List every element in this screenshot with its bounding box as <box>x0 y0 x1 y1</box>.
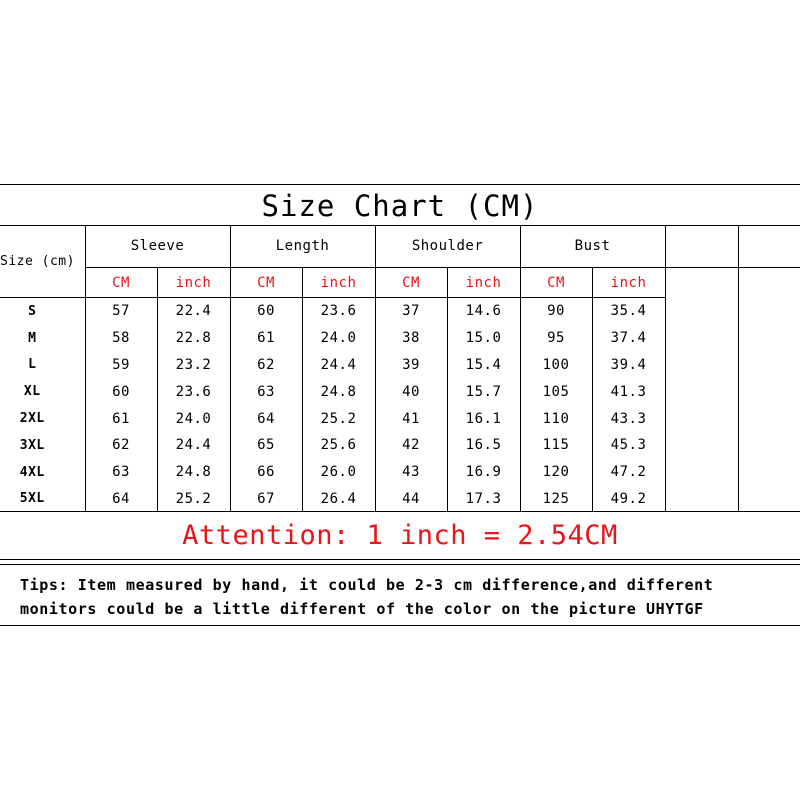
empty-header <box>665 225 738 268</box>
value-cell: 42 <box>375 432 447 459</box>
sleeve-header: Sleeve <box>85 225 230 268</box>
value-cell: 23.6 <box>302 298 375 325</box>
empty-header <box>665 268 738 298</box>
empty-header <box>738 268 800 298</box>
value-cell: 58 <box>85 325 157 352</box>
value-cell: 66 <box>230 459 302 486</box>
value-cell: 24.0 <box>157 405 230 432</box>
value-cell: 125 <box>520 486 592 513</box>
empty-cell <box>665 405 738 432</box>
table-row <box>0 378 800 405</box>
value-cell: 47.2 <box>592 459 665 486</box>
value-cell: 64 <box>230 405 302 432</box>
size-column-header: Size (cm) <box>0 225 85 298</box>
empty-cell <box>738 459 800 486</box>
value-cell: 25.6 <box>302 432 375 459</box>
value-cell: 64 <box>85 486 157 513</box>
table-row <box>0 432 800 459</box>
value-cell: 22.4 <box>157 298 230 325</box>
value-cell: 16.5 <box>447 432 520 459</box>
value-cell: 24.8 <box>302 378 375 405</box>
empty-cell <box>738 325 800 352</box>
value-cell: 49.2 <box>592 486 665 513</box>
length-header: Length <box>230 225 375 268</box>
value-cell: 61 <box>85 405 157 432</box>
value-cell: 23.2 <box>157 352 230 379</box>
value-cell: 43 <box>375 459 447 486</box>
size-cell: M <box>0 325 85 352</box>
value-cell: 63 <box>85 459 157 486</box>
unit-cm: CM <box>85 268 157 298</box>
value-cell: 17.3 <box>447 486 520 513</box>
value-cell: 26.0 <box>302 459 375 486</box>
tips-line-1: Tips: Item measured by hand, it could be 2-3 cm difference,and different <box>20 576 714 594</box>
empty-cell <box>665 486 738 513</box>
value-cell: 37 <box>375 298 447 325</box>
tips-line-2: monitors could be a little different of the color on the picture UHYTGF <box>20 600 704 618</box>
value-cell: 90 <box>520 298 592 325</box>
empty-cell <box>738 486 800 513</box>
value-cell: 62 <box>85 432 157 459</box>
value-cell: 24.0 <box>302 325 375 352</box>
value-cell: 61 <box>230 325 302 352</box>
empty-cell <box>665 325 738 352</box>
empty-cell <box>665 459 738 486</box>
empty-cell <box>738 405 800 432</box>
value-cell: 24.8 <box>157 459 230 486</box>
value-cell: 26.4 <box>302 486 375 513</box>
unit-inch: inch <box>592 268 665 298</box>
size-cell: 4XL <box>0 459 85 486</box>
value-cell: 59 <box>85 352 157 379</box>
table-row <box>0 486 800 513</box>
value-cell: 62 <box>230 352 302 379</box>
attention-note: Attention: 1 inch = 2.54CM <box>0 511 800 560</box>
value-cell: 25.2 <box>157 486 230 513</box>
chart-title: Size Chart (CM) <box>0 184 800 226</box>
value-cell: 39.4 <box>592 352 665 379</box>
empty-cell <box>738 432 800 459</box>
unit-inch: inch <box>157 268 230 298</box>
table-row <box>0 352 800 379</box>
value-cell: 95 <box>520 325 592 352</box>
size-cell: 5XL <box>0 486 85 513</box>
empty-cell <box>665 298 738 325</box>
value-cell: 65 <box>230 432 302 459</box>
empty-header <box>738 225 800 268</box>
value-cell: 40 <box>375 378 447 405</box>
empty-cell <box>738 352 800 379</box>
tips-note <box>0 564 800 626</box>
unit-cm: CM <box>520 268 592 298</box>
value-cell: 67 <box>230 486 302 513</box>
value-cell: 63 <box>230 378 302 405</box>
value-cell: 15.4 <box>447 352 520 379</box>
size-cell: XL <box>0 378 85 405</box>
value-cell: 15.0 <box>447 325 520 352</box>
value-cell: 100 <box>520 352 592 379</box>
value-cell: 60 <box>85 378 157 405</box>
empty-cell <box>738 298 800 325</box>
size-table-body <box>0 298 800 513</box>
value-cell: 120 <box>520 459 592 486</box>
value-cell: 22.8 <box>157 325 230 352</box>
size-cell: L <box>0 352 85 379</box>
table-row <box>0 298 800 325</box>
value-cell: 24.4 <box>302 352 375 379</box>
value-cell: 57 <box>85 298 157 325</box>
value-cell: 14.6 <box>447 298 520 325</box>
bust-header: Bust <box>520 225 665 268</box>
unit-inch: inch <box>447 268 520 298</box>
value-cell: 41.3 <box>592 378 665 405</box>
empty-cell <box>665 352 738 379</box>
empty-cell <box>665 432 738 459</box>
value-cell: 37.4 <box>592 325 665 352</box>
value-cell: 115 <box>520 432 592 459</box>
value-cell: 110 <box>520 405 592 432</box>
size-cell: S <box>0 298 85 325</box>
size-cell: 2XL <box>0 405 85 432</box>
table-row <box>0 405 800 432</box>
header-row-units <box>0 268 800 298</box>
unit-cm: CM <box>375 268 447 298</box>
unit-inch: inch <box>302 268 375 298</box>
header-row-groups <box>0 225 800 268</box>
value-cell: 39 <box>375 352 447 379</box>
empty-cell <box>738 378 800 405</box>
value-cell: 16.9 <box>447 459 520 486</box>
value-cell: 35.4 <box>592 298 665 325</box>
value-cell: 41 <box>375 405 447 432</box>
empty-cell <box>665 378 738 405</box>
value-cell: 43.3 <box>592 405 665 432</box>
size-cell: 3XL <box>0 432 85 459</box>
unit-cm: CM <box>230 268 302 298</box>
shoulder-header: Shoulder <box>375 225 520 268</box>
value-cell: 44 <box>375 486 447 513</box>
value-cell: 38 <box>375 325 447 352</box>
table-row <box>0 325 800 352</box>
value-cell: 24.4 <box>157 432 230 459</box>
value-cell: 23.6 <box>157 378 230 405</box>
value-cell: 25.2 <box>302 405 375 432</box>
value-cell: 45.3 <box>592 432 665 459</box>
size-table <box>0 225 800 512</box>
value-cell: 60 <box>230 298 302 325</box>
table-row <box>0 459 800 486</box>
value-cell: 105 <box>520 378 592 405</box>
value-cell: 15.7 <box>447 378 520 405</box>
value-cell: 16.1 <box>447 405 520 432</box>
